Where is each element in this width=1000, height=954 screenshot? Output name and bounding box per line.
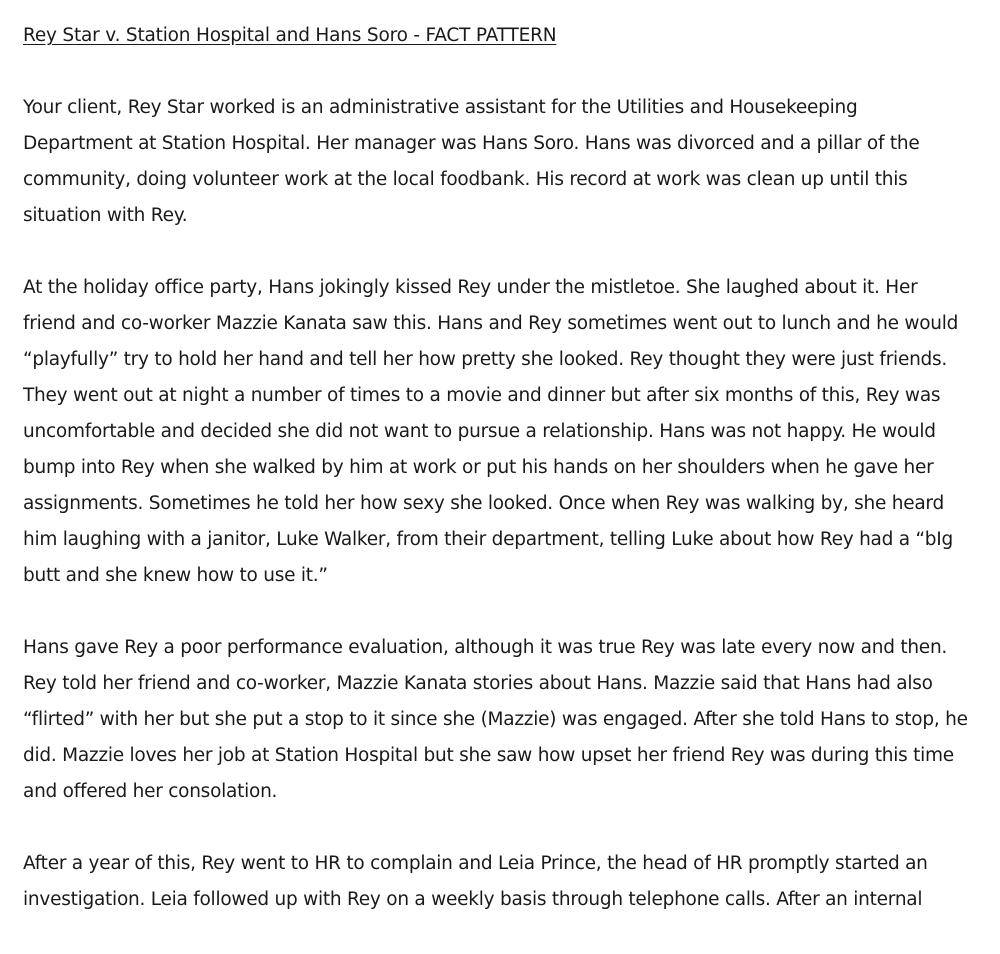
paragraph-line: Hans gave Rey a poor performance evaluation, although it was true Rey was late every now and then. bbox=[23, 637, 948, 658]
paragraph-line: Rey told her friend and co-worker, Mazzie Kanata stories about Hans. Mazzie said that Hans had also bbox=[23, 673, 933, 694]
paragraph-4 bbox=[23, 846, 983, 918]
paragraph-line: and offered her consolation. bbox=[23, 781, 278, 802]
paragraph-line: Department at Station Hospital. Her manager was Hans Soro. Hans was divorced and a pillar of the bbox=[23, 133, 920, 154]
paragraph-line: At the holiday office party, Hans jokingly kissed Rey under the mistletoe. She laughed about it. Her bbox=[23, 277, 918, 298]
paragraph-line: “playfully” try to hold her hand and tell her how pretty she looked. Rey thought they were just friends. bbox=[23, 349, 948, 370]
paragraph-line: did. Mazzie loves her job at Station Hospital but she saw how upset her friend Rey was during this time bbox=[23, 745, 954, 766]
document-title: Rey Star v. Station Hospital and Hans Soro - FACT PATTERN bbox=[23, 25, 557, 46]
paragraph-line: community, doing volunteer work at the local foodbank. His record at work was clean up until this bbox=[23, 169, 908, 190]
paragraph-line: “flirted” with her but she put a stop to it since she (Mazzie) was engaged. After she told Hans to stop, he bbox=[23, 709, 968, 730]
paragraph-line: situation with Rey. bbox=[23, 205, 188, 226]
paragraph-line: friend and co-worker Mazzie Kanata saw this. Hans and Rey sometimes went out to lunch and he would bbox=[23, 313, 959, 334]
paragraph-line: assignments. Sometimes he told her how sexy she looked. Once when Rey was walking by, she heard bbox=[23, 493, 944, 514]
paragraph-line: Your client, Rey Star worked is an administrative assistant for the Utilities and Housekeeping bbox=[23, 97, 858, 118]
paragraph-line: bump into Rey when she walked by him at work or put his hands on her shoulders when he gave her bbox=[23, 457, 934, 478]
paragraph-2 bbox=[23, 270, 983, 594]
paragraph-line: They went out at night a number of times to a movie and dinner but after six months of this, Rey was bbox=[23, 385, 941, 406]
paragraph-line: butt and she knew how to use it.” bbox=[23, 565, 328, 586]
paragraph-line-cut-off: investigation. Leia followed up with Rey on a weekly basis through telephone calls. After an internal bbox=[23, 889, 923, 910]
paragraph-1 bbox=[23, 90, 983, 234]
paragraph-line: uncomfortable and decided she did not want to pursue a relationship. Hans was not happy. He would bbox=[23, 421, 936, 442]
paragraph-line: him laughing with a janitor, Luke Walker, from their department, telling Luke about how Rey had a “bIg bbox=[23, 529, 953, 550]
paragraph-3 bbox=[23, 630, 983, 810]
paragraph-line: After a year of this, Rey went to HR to complain and Leia Prince, the head of HR promptly started an bbox=[23, 853, 928, 874]
document-body bbox=[23, 90, 983, 954]
